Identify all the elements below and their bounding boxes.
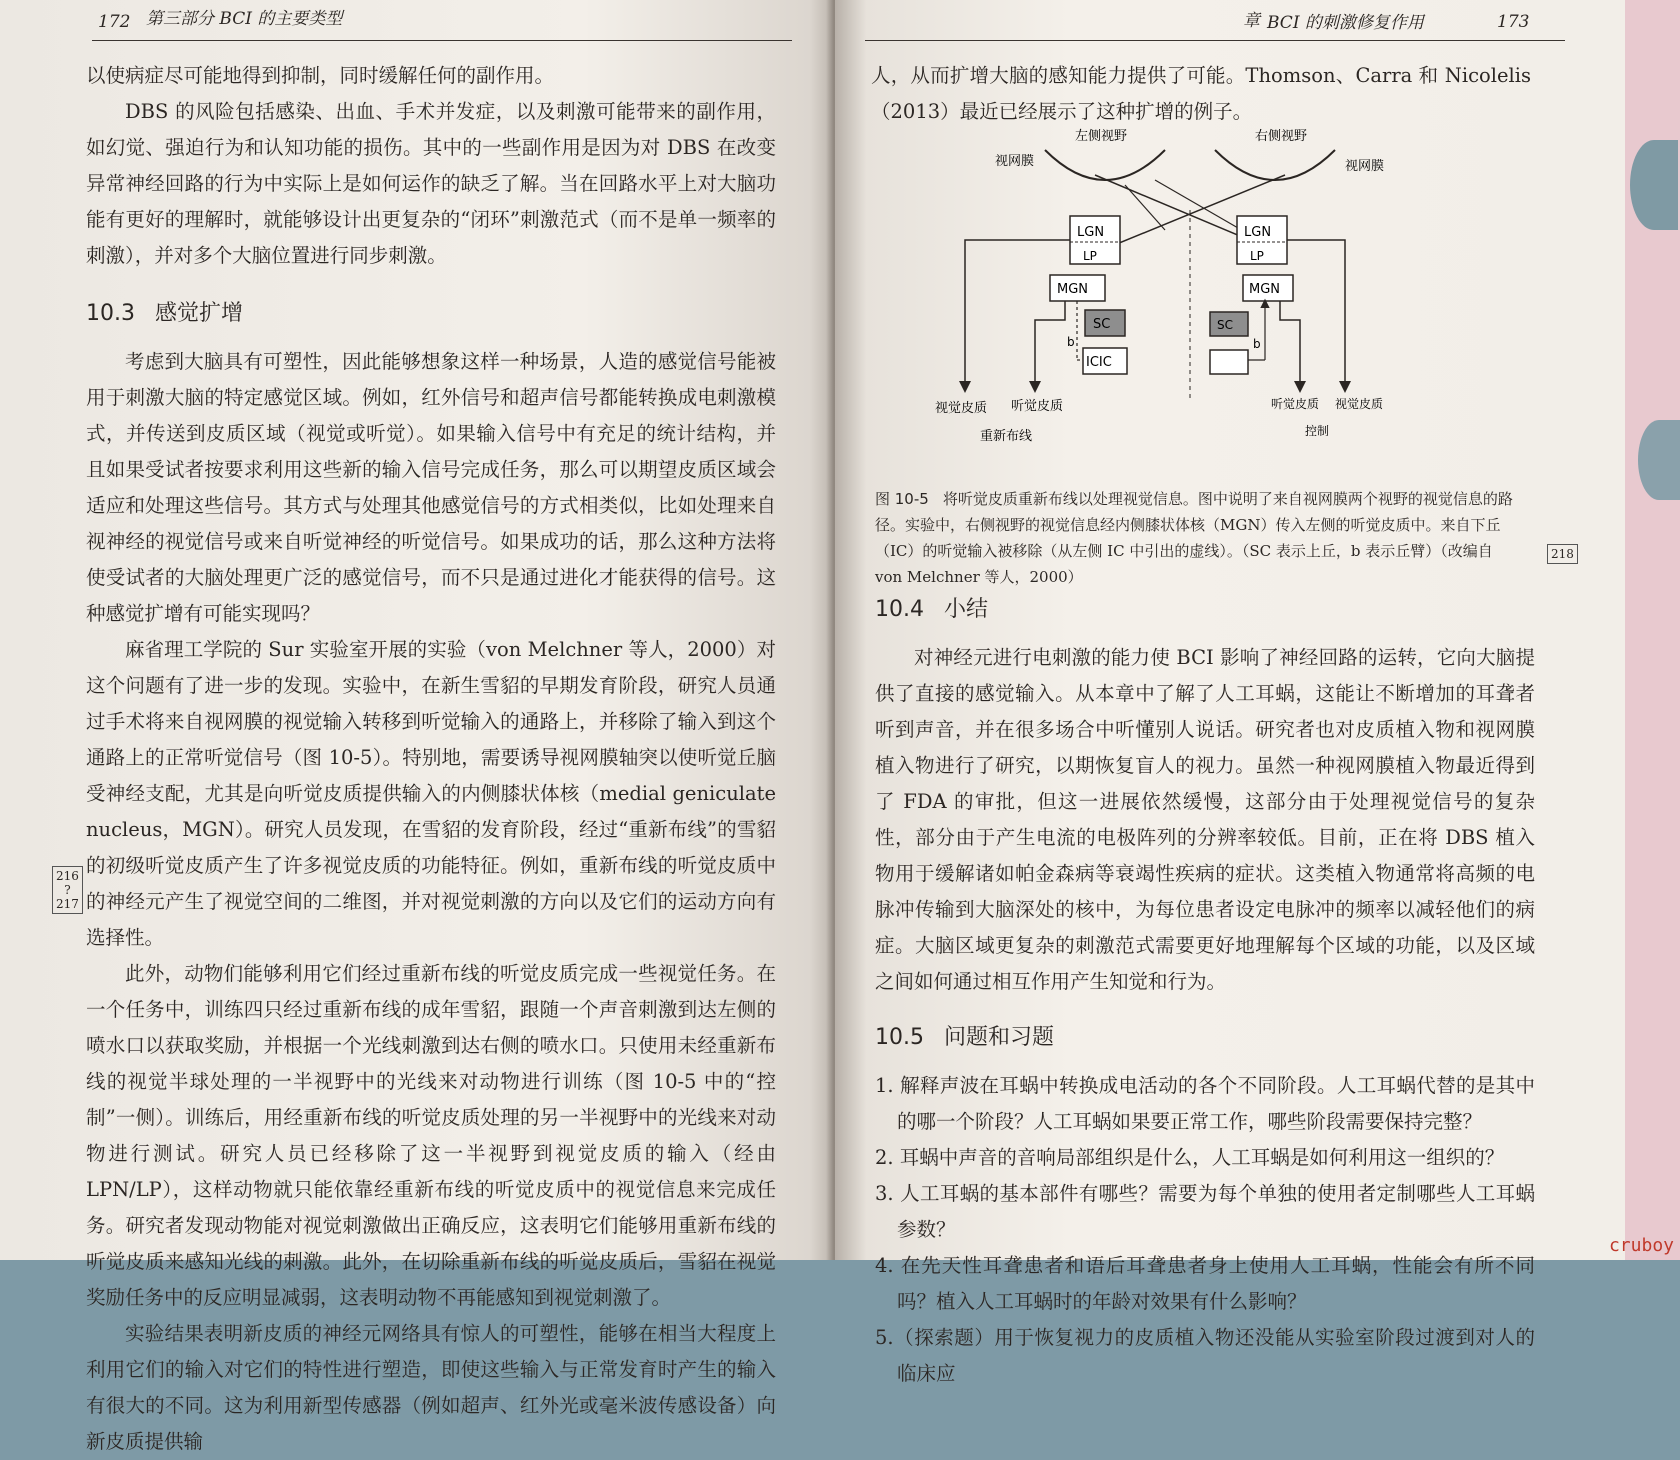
section-title: 感觉扩增 <box>154 301 243 326</box>
right-visual-cortex-label: 视觉皮质 <box>1335 397 1384 411</box>
exercise-item: 5.（探索题）用于恢复视力的皮质植入物还没能从实验室阶段过渡到对人的临床应 <box>875 1326 1535 1385</box>
paragraph: 实验结果表明新皮质的神经元网络具有惊人的可塑性，能够在相当大程度上利用它们的输入对它们的特性进行塑造，即使这些输入与正常发育时产生的输入有很大的不同。这为利用新型传感器（例如超声、红外光或毫米波传感设备）向新皮质提供输 <box>86 1322 776 1453</box>
summary-paragraph: 对神经元进行电刺激的能力使 BCI 影响了神经回路的运转，它向大脑提供了直接的感觉输入。从本章中了解了人工耳蜗，这能让不断增加的耳聋者听到声音，并在很多场合中听懂别人说话。研究者也对皮质植入物和视网膜植入物进行了研究，以期恢复盲人的视力。虽然一种视网膜植入物最近得到了 FDA 的审批，但这一进展依然缓慢，这部分由于处理视觉信号的复杂性，部分由于产生电流的电极阵列的分辨率较低。目前，正在将 DBS 植入物用于缓解诸如帕金森病等衰竭性疾病的症状。这类植入物通常将高频的电脉冲传输到大脑深处的核中，为每位患者设定电脉冲的频率以减轻他们的病症。大脑区域更复杂的刺激范式需要更好地理解每个区域的功能，以及区域之间如何通过相互作用产生知觉和行为。 <box>875 646 1535 993</box>
left-retina-arc <box>1045 150 1165 180</box>
rewired-label: 重新布线 <box>980 429 1033 444</box>
marker-bottom: 217 <box>56 897 79 911</box>
marker-sep: ? <box>64 883 71 897</box>
left-header-rule <box>92 40 792 41</box>
left-ic-label: ICIC <box>1086 355 1112 370</box>
left-sc-label: SC <box>1093 317 1111 332</box>
left-field-label: 左侧视野 <box>1075 129 1128 144</box>
right-lp-label: LP <box>1250 249 1264 263</box>
right-sc-label: SC <box>1217 318 1233 332</box>
section-title: 小结 <box>943 597 988 622</box>
left-auditory-cortex-label: 听觉皮质 <box>1011 399 1064 414</box>
margin-page-marker <box>52 866 83 914</box>
right-field-label: 右侧视野 <box>1255 129 1308 144</box>
exercise-list <box>875 1068 1535 1392</box>
paragraph: 此外，动物们能够利用它们经过重新布线的听觉皮质完成一些视觉任务。在一个任务中，训练四只经过重新布线的成年雪貂，跟随一个声音刺激到达左侧的喷水口以获取奖励，并根据一个光线刺激到达右侧的喷水口。只使用未经重新布线的视觉半球处理的一半视野中的光线来对动物进行训练（图 10-5 中的“控制”一侧）。训练后，用经重新布线的听觉皮质处理的另一半视野中的光线来对动物进行测试。研究人员已经移除了这一半视野到视觉皮质的输入（经由 LPN/LP），这样动物就只能依靠经重新布线的听觉皮质中的视觉信息来完成任务。研究者发现动物能对视觉刺激做出正确反应，这表明它们能够用重新布线的听觉皮质来感知光线的刺激。此外，在切除重新布线的听觉皮质后，雪貂在视觉奖励任务中的反应明显减弱，这表明动物不再能感知到视觉刺激了。 <box>86 962 776 1309</box>
optic-path-left-short <box>1125 185 1165 230</box>
figure-10-5-diagram <box>925 120 1445 470</box>
right-lgn-label: LGN <box>1244 225 1272 240</box>
left-mgn-to-auditory <box>1035 301 1065 390</box>
section-number: 10.3 <box>86 301 135 326</box>
paragraph: DBS 的风险包括感染、出血、手术并发症，以及刺激可能带来的副作用，如幻觉、强迫行为和认知功能的损伤。其中的一些副作用是因为对 DBS 在改变异常神经回路的行为中实际上是如何运作的缺乏了解。当在回路水平上对大脑功能有更好的理解时，就能够设计出更复杂的“闭环”刺激范式（而不是单一频率的刺激），并对多个大脑位置进行同步刺激。 <box>86 100 776 267</box>
exercise-item: 3. 人工耳蜗的基本部件有哪些？需要为每个单独的使用者定制哪些人工耳蜗参数？ <box>875 1182 1535 1241</box>
figure-caption <box>875 486 1523 590</box>
margin-page-marker-218: 218 <box>1547 544 1578 564</box>
left-lgn-label: LGN <box>1077 225 1105 240</box>
exercise-item: 4. 在先天性耳聋患者和语后耳聋患者身上使用人工耳蜗，性能会有所不同吗？植入人工耳蜗时的年龄对效果有什么影响？ <box>875 1254 1535 1313</box>
watermark: cruboy <box>1608 1235 1674 1256</box>
left-visual-cortex-label: 视觉皮质 <box>935 401 988 416</box>
left-page-number: 172 <box>98 12 131 32</box>
left-b-label: b <box>1067 335 1075 349</box>
left-lgn-to-visual <box>965 240 1070 390</box>
section-title: 问题和习题 <box>943 1025 1054 1050</box>
section-number: 10.4 <box>875 597 924 622</box>
right-page <box>835 0 1625 1385</box>
left-page <box>0 0 835 1453</box>
left-lp-label: LP <box>1083 249 1097 263</box>
right-lgn-to-visual <box>1287 240 1345 390</box>
section-heading-10-5 <box>875 1020 1535 1056</box>
right-running-head: BCI 的刺激修复作用 <box>1267 13 1424 33</box>
right-retina-arc <box>1215 150 1335 180</box>
control-label: 控制 <box>1305 424 1330 438</box>
caption-label: 图 10-5 <box>875 490 929 508</box>
section-heading-10-4 <box>875 592 1535 628</box>
right-auditory-cortex-label: 听觉皮质 <box>1271 397 1320 411</box>
marker-top: 216 <box>56 869 79 883</box>
paragraph: 考虑到大脑具有可塑性，因此能够想象这样一种场景，人造的感觉信号能被用于刺激大脑的特定感觉区域。例如，红外信号和超声信号都能转换成电刺激模式，并传送到皮质区域（视觉或听觉）。如果输入信号中有充足的统计结构，并且如果受试者按要求利用这些新的输入信号完成任务，那么可以期望皮质区域会适应和处理这些信号。其方式与处理其他感觉信号的方式相类似，比如处理来自视神经的视觉信号或来自听觉神经的听觉信号。如果成功的话，那么这种方法将使受试者的大脑处理更广泛的感觉信号，而不只是通过进化才能获得的信号。这种感觉扩增有可能实现吗？ <box>86 350 776 625</box>
left-mgn-label: MGN <box>1057 282 1089 297</box>
right-sections <box>875 592 1535 1392</box>
right-running-head-prefix: 章 <box>1243 11 1260 31</box>
retina-right-label: 视网膜 <box>1345 159 1385 174</box>
right-mgn-to-auditory <box>1280 301 1300 390</box>
background-right <box>1620 0 1680 1260</box>
section-heading-10-3 <box>86 296 776 332</box>
paragraph: 人，从而扩增大脑的感知能力提供了可能。Thomson、Carra 和 Nicolelis（2013）最近已经展示了这种扩增的例子。 <box>871 64 1531 123</box>
right-page-number: 173 <box>1497 12 1530 32</box>
right-header-rule <box>865 40 1565 41</box>
left-running-head: 第三部分 BCI 的主要类型 <box>146 9 343 29</box>
right-b-label: b <box>1253 337 1261 351</box>
caption-text: 将听觉皮质重新布线以处理视觉信息。图中说明了来自视网膜两个视野的视觉信息的路径。实验中，右侧视野的视觉信息经内侧膝状体核（MGN）传入左侧的听觉皮质中。来自下丘（IC）的听觉输入被移除（从左侧 IC 中引出的虚线）。（SC 表示上丘，b 表示丘臂）（改编自 von Melchner 等人，2000） <box>875 490 1513 586</box>
paragraph: 麻省理工学院的 Sur 实验室开展的实验（von Melchner 等人，2000）对这个问题有了进一步的发现。实验中，在新生雪貂的早期发育阶段，研究人员通过手术将来自视网膜的视觉输入转移到听觉输入的通路上，并移除了输入到这个通路上的正常听觉信号（图 10-5）。特别地，需要诱导视网膜轴突以使听觉丘脑受神经支配，尤其是向听觉皮质提供输入的内侧膝状体核（medial geniculate nucleus，MGN）。研究人员发现，在雪貂的发育阶段，经过“重新布线”的雪貂的初级听觉皮质产生了许多视觉皮质的功能特征。例如，重新布线的听觉皮质中的神经元产生了视觉空间的二维图，并对视觉刺激的方向以及它们的运动方向有选择性。 <box>86 638 776 949</box>
retina-left-label: 视网膜 <box>995 154 1035 169</box>
paragraph: 以使病症尽可能地得到抑制，同时缓解任何的副作用。 <box>86 64 555 87</box>
right-ic-box <box>1210 350 1248 374</box>
section-number: 10.5 <box>875 1025 924 1050</box>
exercise-item: 2. 耳蜗中声音的音响局部组织是什么，人工耳蜗是如何利用这一组织的？ <box>875 1146 1505 1169</box>
exercise-item: 1. 解释声波在耳蜗中转换成电活动的各个不同阶段。人工耳蜗代替的是其中的哪一个阶段？人工耳蜗如果要正常工作，哪些阶段需要保持完整？ <box>875 1074 1535 1133</box>
left-text-column <box>86 58 776 1460</box>
right-mgn-label: MGN <box>1249 282 1281 297</box>
